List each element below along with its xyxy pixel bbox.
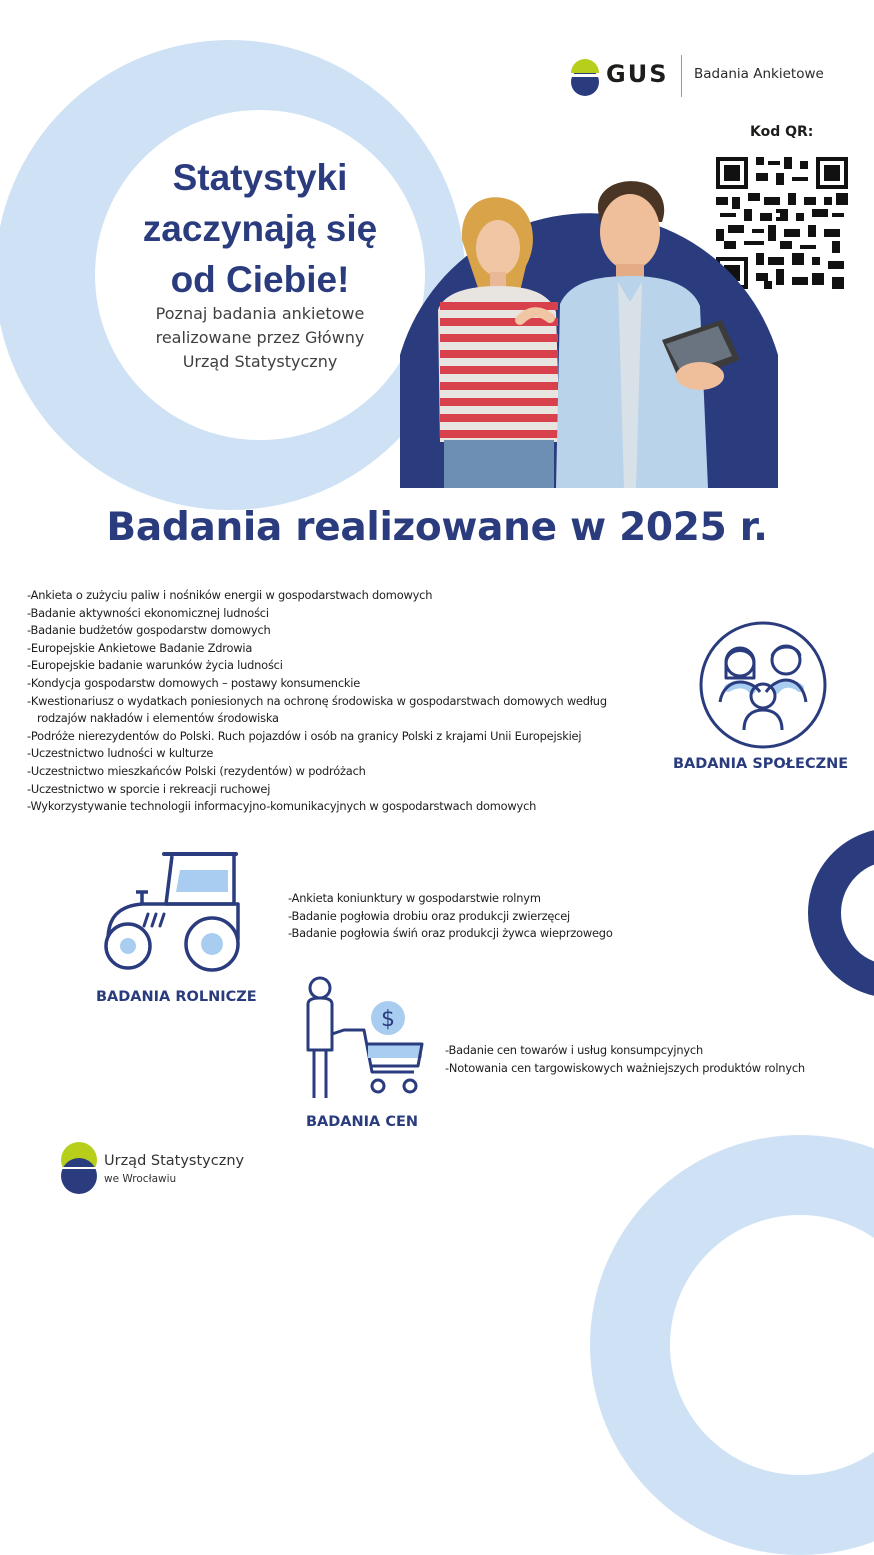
- list-item: -Badanie budżetów gospodarstw domowych: [27, 623, 271, 638]
- list-item: -Ankieta koniunktury w gospodarstwie rolnym: [288, 891, 541, 905]
- gus-logo-icon: [568, 55, 602, 97]
- list-item: -Uczestnictwo w sporcie i rekreacji ruchowej: [27, 781, 271, 796]
- dollar-sign-icon: $: [381, 1007, 395, 1032]
- list-item: -Europejskie badanie warunków życia ludności: [27, 658, 283, 673]
- main-heading: Badania realizowane w 2025 r.: [106, 505, 768, 550]
- tractor-icon: [100, 848, 245, 976]
- qr-label: Kod QR:: [750, 124, 814, 140]
- right-ring-decoration: [808, 828, 874, 998]
- hero-subtitle: [120, 302, 400, 374]
- list-item: -Podróże nierezydentów do Polski. Ruch pojazdów i osób na granicy Polski z krajami Unii Europejskiej: [27, 728, 582, 743]
- department-name: Badania Ankietowe: [694, 66, 824, 82]
- list-item: -Notowania cen targowiskowych ważniejszych produktów rolnych: [445, 1060, 805, 1075]
- list-item: -Ankieta o zużyciu paliw i nośników energii w gospodarstwach domowych: [27, 588, 433, 602]
- list-item: -Wykorzystywanie technologii informacyjno-komunikacyjnych w gospodarstwach domowych: [27, 799, 537, 814]
- social-category-label: BADANIA SPOŁECZNE: [673, 756, 849, 772]
- hero-title-line: zaczynają się: [142, 208, 378, 249]
- list-item: -Kwestionariusz o wydatkach poniesionych na ochronę środowiska w gospodarstwach domowych według: [27, 693, 607, 708]
- shopping-cart-person-icon: [298, 974, 428, 1102]
- gus-brand-text: GUS: [606, 60, 669, 88]
- list-item: -Uczestnictwo mieszkańców Polski (rezydentów) w podróżach: [27, 763, 366, 778]
- prices-survey-list: [445, 1042, 805, 1077]
- agri-category-label: BADANIA ROLNICZE: [96, 989, 257, 1005]
- social-survey-list: [27, 587, 607, 816]
- people-group-icon: [698, 620, 828, 750]
- hero-subtitle-line: Poznaj badania ankietowe: [155, 304, 365, 323]
- list-item: -Kondycja gospodarstw domowych – postawy konsumenckie: [27, 675, 361, 690]
- hero-title-line: Statystyki: [172, 157, 348, 198]
- agri-survey-list: [288, 890, 613, 943]
- list-item: -Badanie pogłowia świń oraz produkcji żywca wieprzowego: [288, 926, 613, 941]
- list-item: -Badanie cen towarów i usług konsumpcyjnych: [445, 1043, 704, 1057]
- hero-subtitle-line: realizowane przez Główny: [155, 328, 365, 347]
- hero-photo-people: [400, 170, 778, 488]
- list-item-continuation: rodzajów nakładów i elementów środowiska: [37, 711, 279, 726]
- list-item: -Badanie pogłowia drobiu oraz produkcji zwierzęcej: [288, 908, 571, 923]
- hero-title-line: od Ciebie!: [170, 259, 350, 300]
- statistical-office-logo-icon: [60, 1140, 98, 1196]
- hero-subtitle-line: Urząd Statystyczny: [182, 352, 338, 371]
- header-divider: [681, 55, 682, 97]
- office-name: Urząd Statystyczny: [104, 1153, 245, 1169]
- prices-category-label: BADANIA CEN: [306, 1114, 419, 1130]
- list-item: -Badanie aktywności ekonomicznej ludności: [27, 605, 269, 620]
- hero-title: [120, 152, 400, 305]
- list-item: -Europejskie Ankietowe Badanie Zdrowia: [27, 640, 253, 655]
- office-city: we Wrocławiu: [104, 1173, 177, 1185]
- list-item: -Uczestnictwo ludności w kulturze: [27, 746, 214, 761]
